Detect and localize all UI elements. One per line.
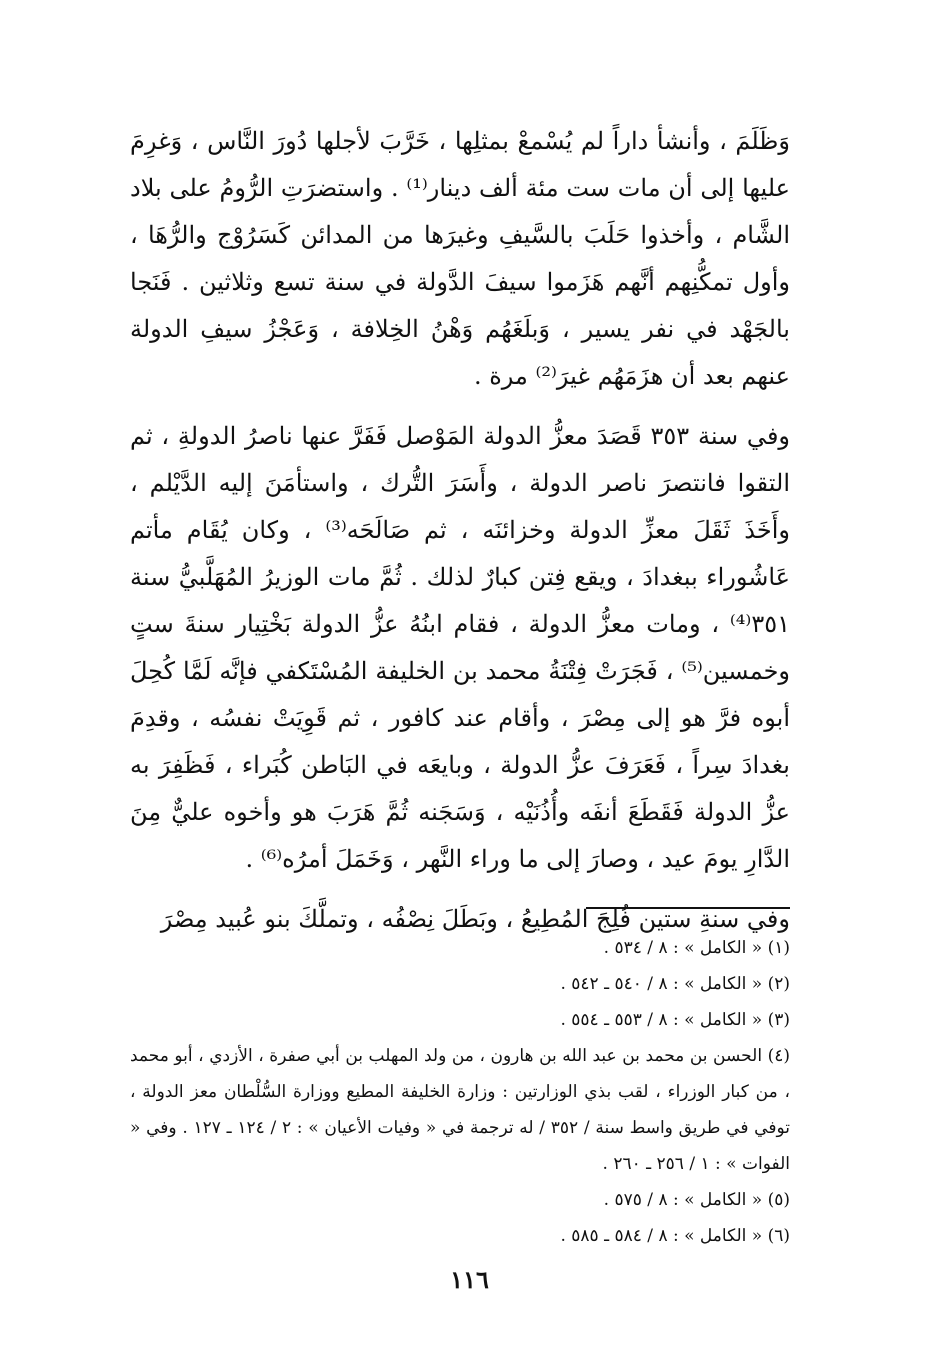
footnote-5: (٥) « الكامل » : ٨ / ٥٧٥ . <box>603 1190 790 1210</box>
main-text <box>130 118 790 943</box>
paragraph-3: وفي سنةِ ستين فُلِجَ المُطِيعُ ، وبَطَلَ نِصْفُه ، وتملَّكَ بنو عُبيد مِصْرَ <box>160 905 790 933</box>
footnote-2: (٢) « الكامل » : ٨ / ٥٤٠ ـ ٥٤٢ . <box>560 974 790 994</box>
page-number: ١١٦ <box>450 1265 489 1294</box>
footnotes <box>130 930 790 1254</box>
footnote-4: (٤) الحسن بن محمد بن عبد الله بن هارون ، من ولد المهلب بن أبي صفرة ، الأزدي ، أبو محمد ، من كبار الوزراء ، لقب بذي الوزارتين : وزارة الخليفة المطيع ووزارة السُّلْطان معز الدولة ، توفي في طريق واسط سنة / ٣٥٢ / له ترجمة في « وفيات الأعيان » : ٢ / ١٢٤ ـ ١٢٧ . وفي « الفوات » : ١ / ٢٥٦ ـ ٢٦٠ . <box>130 1046 790 1174</box>
paragraph-1: وَظَلَمَ ، وأنشأ داراً لم يُسْمعْ بمثلِها ، خَرَّبَ لأجلها دُورَ النَّاس ، وَغرِمَ عليها إلى أن مات ست مئة ألف دينار⁽¹⁾ . واستضرَتِ الرُّومُ على بلاد الشَّام ، وأخذوا حَلَبَ بالسَّيفِ وغيرَها من المدائن كَسَرُوْج والرُّهَا ، وأول تمكُّنِهم أنَّهم هَزَموا سيفَ الدَّولة في سنة تسع وثلاثين . فَنَجا بالجَهْد في نفر يسير ، وَبلَغَهُم وَهْنُ الخِلافة ، وَعَجْزُ سيفِ الدولة عنهم بعد أن هزَمَهُم غيرَ⁽²⁾ مرة . <box>130 127 791 390</box>
footnote-separator <box>586 907 790 909</box>
paragraph-2: وفي سنة ٣٥٣ قَصَدَ معزُّ الدولة المَوْصل فَفَرَّ عنها ناصرُ الدولةِ ، ثم التقوا فانتصرَ ناصر الدولة ، وأَسَرَ التُّرك ، واستأمَنَ إليه الدَّيْلم ، وأَخَذَ ثَقَلَ معزِّ الدولة وخزائنَه ، ثم صَالَحَه⁽³⁾ ، وكان يُقَام مأتم عَاشُوراء ببغدادَ ، ويقع فِتن كبارٌ لذلك . ثُمَّ مات الوزيرُ المُهَلَّبيُّ سنة ٣٥١⁽⁴⁾ ، ومات معزُّ الدولة ، فقام ابنُهُ عزُّ الدولة بَخْتِيار سنةَ ستٍ وخمسين⁽⁵⁾ ، فَجَرَتْ فِتْنَةُ محمد بن الخليفة المُسْتَكفي فإنَّه لَمَّا كُحِلَ أبوه فرَّ هو إلى مِصْرَ ، وأقام عند كافور ، ثم قَوِيَتْ نفسُه ، وقدِمَ بغدادَ سِراً ، فَعَرَفَ عزُّ الدولة ، وبايعَه في البَاطن كُبَراء ، فَظَفِرَ به عزُّ الدولة فَقَطَعَ أنفَه وأُذُنَيْه ، وَسَجَنه ثُمَّ هَرَبَ هو وأخوه عليٌّ مِنَ الدَّارِ يومَ عيد ، وصارَ إلى ما وراء النَّهر ، وَخَمَلَ أمرُه⁽⁶⁾ . <box>130 422 791 873</box>
footnote-6: (٦) « الكامل » : ٨ / ٥٨٤ ـ ٥٨٥ . <box>560 1226 790 1246</box>
footnote-3: (٣) « الكامل » : ٨ / ٥٥٣ ـ ٥٥٤ . <box>560 1010 790 1030</box>
footnote-1: (١) « الكامل » : ٨ / ٥٣٤ . <box>603 938 790 958</box>
